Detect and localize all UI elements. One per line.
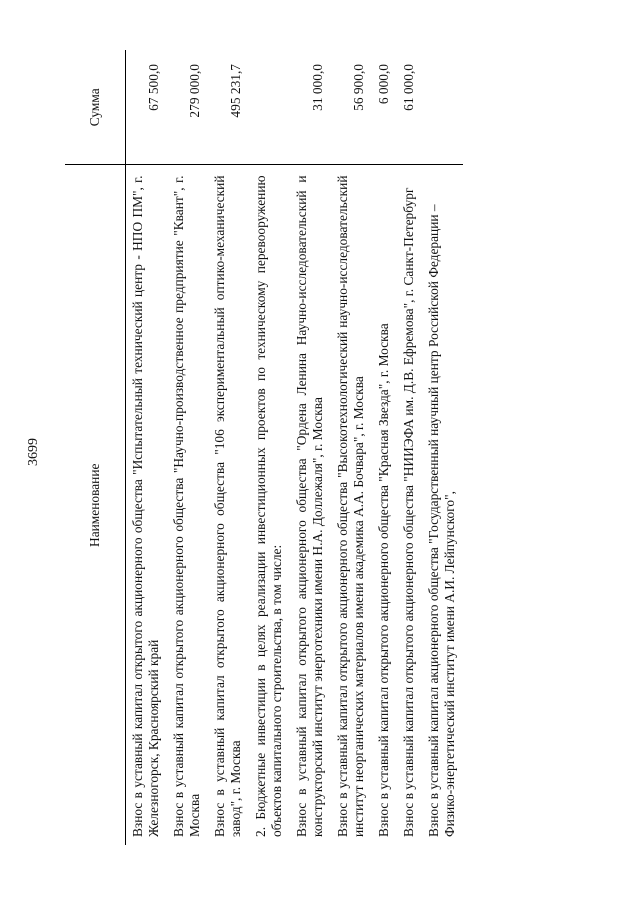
table-row	[397, 50, 422, 845]
row-sum: 67 500,0	[146, 64, 161, 111]
budget-table	[65, 50, 463, 845]
table-row	[167, 50, 208, 845]
row-sum	[249, 50, 290, 165]
table-header-row	[65, 50, 126, 845]
row-name: Взнос в уставный капитал открытого акционерного общества "НИИЭФА им. Д.В. Ефремова", г. Санкт-Петербург	[397, 165, 422, 845]
rotated-page-content	[65, 50, 570, 845]
row-name: Взнос в уставный капитал открытого акционерного общества "Красная Звезда", г. Москва	[372, 165, 397, 845]
column-header-name: Наименование	[65, 165, 126, 845]
table-row	[208, 50, 249, 845]
row-sum	[422, 50, 463, 165]
row-sum: 279 000,0	[187, 64, 202, 118]
row-name: Взнос в уставный капитал открытого акционерного общества "Испытательный технический центр - НПО ПМ", г. Железногорск, Красноярский край	[126, 165, 168, 845]
page-number: 3699	[26, 438, 41, 466]
row-sum: 31 000,0	[310, 64, 325, 111]
table-row	[422, 50, 463, 845]
table-row	[126, 50, 168, 845]
table-row	[331, 50, 372, 845]
row-sum: 61 000,0	[401, 64, 416, 111]
table-row	[372, 50, 397, 845]
row-name: 2. Бюджетные инвестиции в целях реализации инвестиционных проектов по техническому перевооружению объектов капитального строительства, в том числе:	[249, 165, 290, 845]
table-row	[249, 50, 290, 845]
table-row	[290, 50, 331, 845]
row-sum: 6 000,0	[376, 64, 391, 105]
row-name: Взнос в уставный капитал акционерного общества "Государственный научный центр Российской Федерации – Физико-энергетический институт имени А.И. Лейпунского",	[422, 165, 463, 845]
column-header-sum: Сумма	[65, 50, 126, 165]
row-sum: 56 900,0	[351, 64, 366, 111]
row-name: Взнос в уставный капитал открытого акционерного общества "Высокотехнологический научно-исследовательский институт неорганических материалов имени академика А.А. Бочвара", г. Москва	[331, 165, 372, 845]
row-name: Взнос в уставный капитал открытого акционерного общества "Ордена Ленина Научно-исследовательский и конструкторский институт энерготехники имени Н.А. Доллежаля", г. Москва	[290, 165, 331, 845]
row-name: Взнос в уставный капитал открытого акционерного общества "106 экспериментальный оптико-механический завод", г. Москва	[208, 165, 249, 845]
row-sum: 495 231,7	[228, 64, 243, 118]
row-name: Взнос в уставный капитал открытого акционерного общества "Научно-производственное предприятие "Квант", г. Москва	[167, 165, 208, 845]
